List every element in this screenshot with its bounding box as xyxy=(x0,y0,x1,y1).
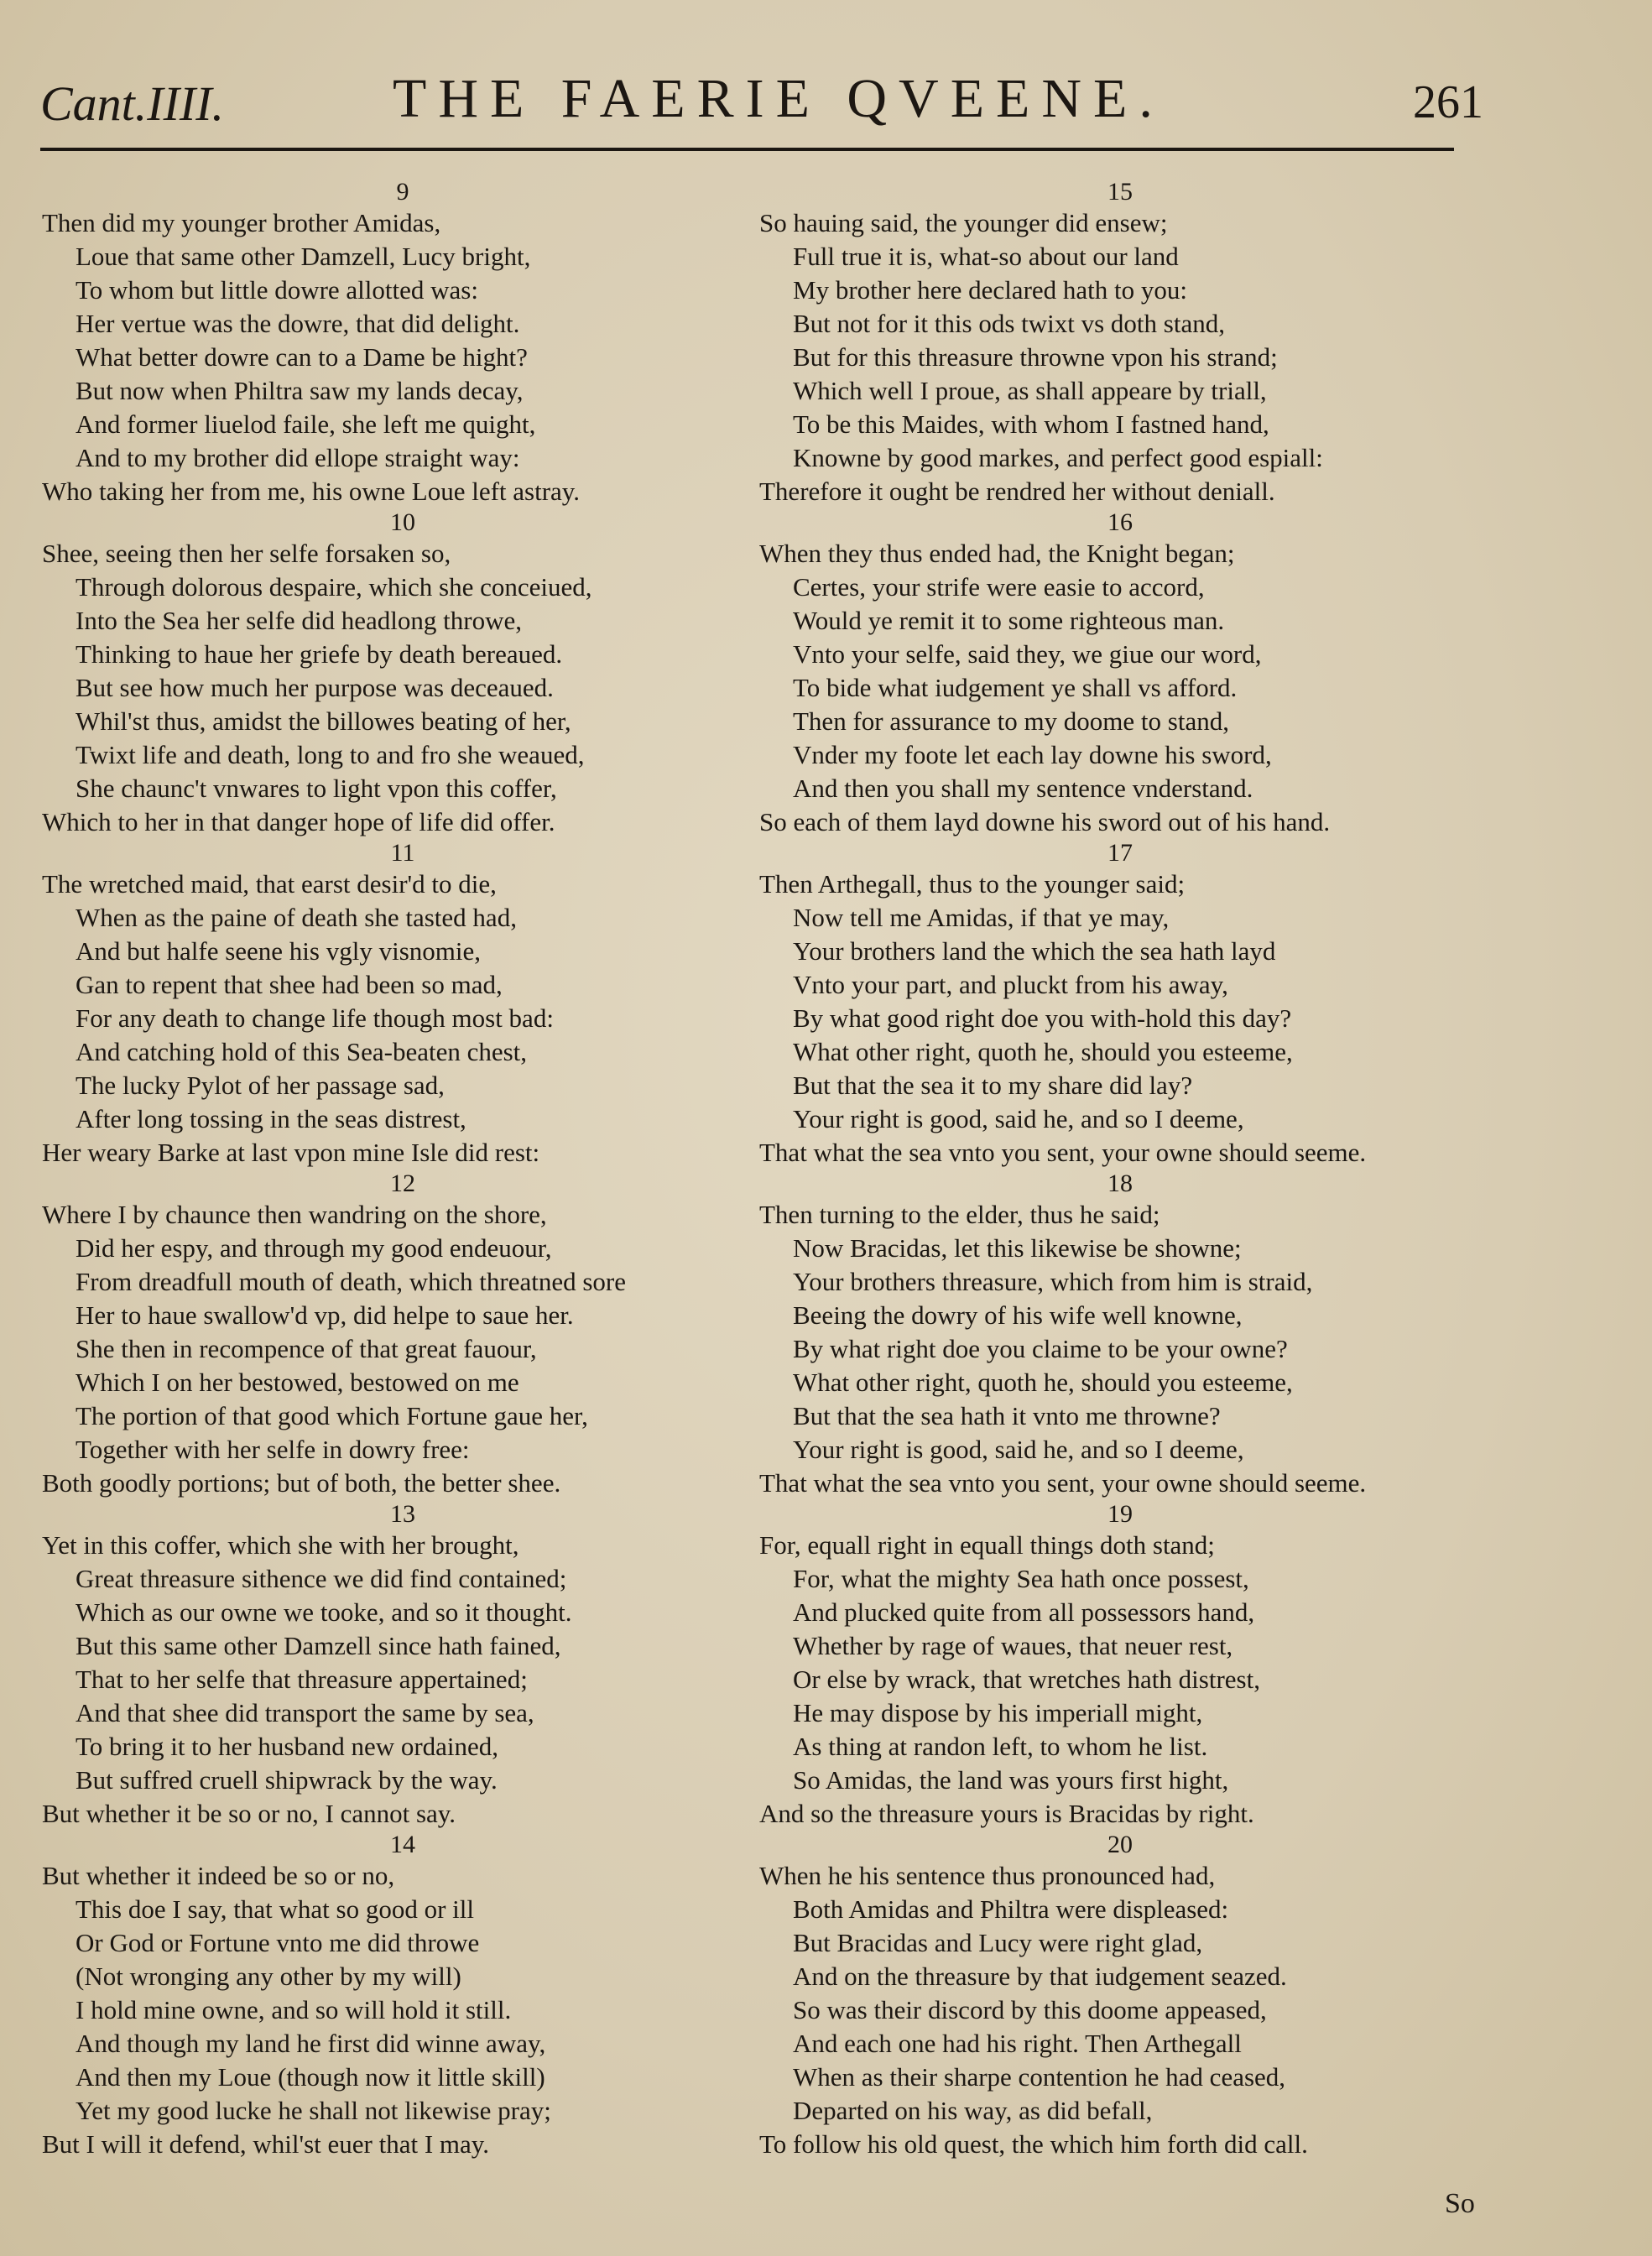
verse-line: Then turning to the elder, thus he said; xyxy=(759,1200,1160,1229)
verse-line: Then did my younger brother Amidas, xyxy=(42,208,441,237)
verse-line: When as the paine of death she tasted had, xyxy=(76,903,517,932)
verse-line: But suffred cruell shipwrack by the way. xyxy=(76,1765,498,1795)
stanza-number: 9 xyxy=(396,178,409,206)
verse-line: Loue that same other Damzell, Lucy bright, xyxy=(76,242,531,271)
verse-line: What other right, quoth he, should you esteeme, xyxy=(793,1037,1293,1066)
verse-line: Vnto your selfe, said they, we giue our word, xyxy=(793,639,1262,669)
verse-line: He may dispose by his imperiall might, xyxy=(793,1698,1203,1727)
verse-line: And on the threasure by that iudgement seazed. xyxy=(793,1962,1287,1991)
verse-line: Both goodly portions; but of both, the better shee. xyxy=(42,1468,561,1498)
verse-line: Now Bracidas, let this likewise be showne; xyxy=(793,1233,1242,1263)
verse-line: But see how much her purpose was deceaued. xyxy=(76,673,554,702)
stanza-number: 10 xyxy=(390,508,415,536)
verse-line: So each of them layd downe his sword out of his hand. xyxy=(759,807,1331,836)
verse-line: From dreadfull mouth of death, which threatned sore xyxy=(76,1267,626,1296)
verse-line: Through dolorous despaire, which she conceiued, xyxy=(76,572,592,602)
verse-line: And former liuelod faile, she left me quight, xyxy=(76,409,536,439)
verse-line: This doe I say, that what so good or ill xyxy=(76,1894,474,1924)
verse-line: Twixt life and death, long to and fro she weaued, xyxy=(76,740,585,769)
right-column xyxy=(759,178,1481,2161)
verse-line: But whether it be so or no, I cannot say. xyxy=(42,1799,456,1828)
verse-line: That to her selfe that threasure appertained; xyxy=(76,1665,528,1694)
verse-line: Gan to repent that shee had been so mad, xyxy=(76,970,503,999)
stanza-number: 20 xyxy=(1107,1831,1133,1858)
verse-line: Her to haue swallow'd vp, did helpe to saue her. xyxy=(76,1300,574,1330)
verse-line: After long tossing in the seas distrest, xyxy=(76,1104,466,1133)
verse-line: When he his sentence thus pronounced had, xyxy=(759,1861,1216,1890)
verse-line: Therefore it ought be rendred her without deniall. xyxy=(759,477,1275,506)
stanza-number: 16 xyxy=(1107,508,1133,536)
verse-line: But whether it indeed be so or no, xyxy=(42,1861,395,1890)
verse-line: Yet my good lucke he shall not likewise pray; xyxy=(76,2096,551,2125)
verse-line: But now when Philtra saw my lands decay, xyxy=(76,376,524,405)
verse-line: To bring it to her husband new ordained, xyxy=(76,1732,499,1761)
verse-line: And catching hold of this Sea-beaten chest, xyxy=(76,1037,528,1066)
verse-line: Full true it is, what-so about our land xyxy=(793,242,1179,271)
verse-line: And though my land he first did winne away, xyxy=(76,2029,546,2058)
verse-line: Great threasure sithence we did find contained; xyxy=(76,1564,567,1593)
header-rule xyxy=(40,148,1454,151)
stanza-number: 12 xyxy=(390,1170,415,1197)
verse-line: (Not wronging any other by my will) xyxy=(76,1962,461,1991)
stanza-number: 19 xyxy=(1107,1500,1133,1528)
verse-line: Vnto your part, and pluckt from his away, xyxy=(793,970,1228,999)
verse-line: The portion of that good which Fortune gaue her, xyxy=(76,1401,588,1430)
verse-line: Thinking to haue her griefe by death bereaued. xyxy=(76,639,563,669)
verse-line: Knowne by good markes, and perfect good espiall: xyxy=(793,443,1323,472)
verse-line: Her weary Barke at last vpon mine Isle did rest: xyxy=(42,1138,540,1167)
verse-line: And that shee did transport the same by sea, xyxy=(76,1698,534,1727)
verse-line: Yet in this coffer, which she with her brought, xyxy=(42,1530,519,1560)
verse-line: As thing at randon left, to whom he list. xyxy=(793,1732,1208,1761)
verse-line: Which to her in that danger hope of life did offer. xyxy=(42,807,555,836)
verse-line: And plucked quite from all possessors hand, xyxy=(793,1597,1255,1627)
verse-line: To follow his old quest, the which him forth did call. xyxy=(759,2129,1308,2159)
verse-line: But I will it defend, whil'st euer that I may. xyxy=(42,2129,490,2159)
verse-line: But Bracidas and Lucy were right glad, xyxy=(793,1928,1203,1957)
verse-line: Whether by rage of waues, that neuer rest, xyxy=(793,1631,1233,1660)
verse-line: Did her espy, and through my good endeuour, xyxy=(76,1233,552,1263)
verse-line: Into the Sea her selfe did headlong throwe, xyxy=(76,606,522,635)
verse-line: Then Arthegall, thus to the younger said; xyxy=(759,869,1186,899)
verse-line: For, what the mighty Sea hath once possest, xyxy=(793,1564,1249,1593)
verse-line: Then for assurance to my doome to stand, xyxy=(793,706,1229,736)
verse-line: Certes, your strife were easie to accord, xyxy=(793,572,1205,602)
verse-line: My brother here declared hath to you: xyxy=(793,275,1187,305)
verse-line: And each one had his right. Then Arthegall xyxy=(793,2029,1242,2058)
verse-line: And but halfe seene his vgly visnomie, xyxy=(76,936,481,966)
verse-line: And then my Loue (though now it little skill) xyxy=(76,2062,545,2092)
verse-line: Both Amidas and Philtra were displeased: xyxy=(793,1894,1229,1924)
book-title: THE FAERIE QVEENE. xyxy=(393,68,1165,129)
verse-line: By what good right doe you with-hold this day? xyxy=(793,1003,1292,1033)
left-column xyxy=(42,178,763,2161)
verse-line: That what the sea vnto you sent, your owne should seeme. xyxy=(759,1468,1367,1498)
verse-line: Who taking her from me, his owne Loue left astray. xyxy=(42,477,581,506)
verse-line: Your right is good, said he, and so I deeme, xyxy=(793,1104,1244,1133)
stanza-number: 15 xyxy=(1107,178,1133,206)
verse-line: What better dowre can to a Dame be hight? xyxy=(76,342,528,372)
verse-line: Shee, seeing then her selfe forsaken so, xyxy=(42,539,451,568)
verse-line: Vnder my foote let each lay downe his sword, xyxy=(793,740,1272,769)
verse-line: For, equall right in equall things doth stand; xyxy=(759,1530,1215,1560)
verse-line: But for this threasure throwne vpon his strand; xyxy=(793,342,1278,372)
verse-line: Which I on her bestowed, bestowed on me xyxy=(76,1368,519,1397)
verse-line: I hold mine owne, and so will hold it still. xyxy=(76,1995,512,2024)
verse-line: Departed on his way, as did befall, xyxy=(793,2096,1153,2125)
running-head xyxy=(40,67,1483,143)
verse-line: But that the sea hath it vnto me throwne? xyxy=(793,1401,1221,1430)
verse-line: When as their sharpe contention he had ceased, xyxy=(793,2062,1286,2092)
verse-line: Would ye remit it to some righteous man. xyxy=(793,606,1225,635)
verse-line: Your right is good, said he, and so I deeme, xyxy=(793,1435,1244,1464)
verse-line: But this same other Damzell since hath fained, xyxy=(76,1631,561,1660)
verse-line: To whom but little dowre allotted was: xyxy=(76,275,478,305)
verse-line: Whil'st thus, amidst the billowes beating of her, xyxy=(76,706,571,736)
verse-line: The wretched maid, that earst desir'd to die, xyxy=(42,869,497,899)
verse-line: The lucky Pylot of her passage sad, xyxy=(76,1071,445,1100)
verse-line: So hauing said, the younger did ensew; xyxy=(759,208,1168,237)
stanza-number: 14 xyxy=(390,1831,415,1858)
verse-line: She chaunc't vnwares to light vpon this coffer, xyxy=(76,774,557,803)
verse-line: For any death to change life though most bad: xyxy=(76,1003,554,1033)
verse-line: But that the sea it to my share did lay? xyxy=(793,1071,1193,1100)
verse-line: Which well I proue, as shall appeare by triall, xyxy=(793,376,1267,405)
verse-line: Now tell me Amidas, if that ye may, xyxy=(793,903,1170,932)
verse-line: When they thus ended had, the Knight began; xyxy=(759,539,1235,568)
page-number: 261 xyxy=(1413,76,1483,128)
catchword: So xyxy=(1445,2188,1475,2219)
verse-line: Where I by chaunce then wandring on the shore, xyxy=(42,1200,547,1229)
verse-line: Or God or Fortune vnto me did throwe xyxy=(76,1928,480,1957)
verse-line: She then in recompence of that great fauour, xyxy=(76,1334,537,1363)
verse-line: Your brothers threasure, which from him is straid, xyxy=(793,1267,1313,1296)
stanza-number: 11 xyxy=(390,839,415,867)
verse-line: So was their discord by this doome appeased, xyxy=(793,1995,1267,2024)
verse-line: To bide what iudgement ye shall vs afford. xyxy=(793,673,1238,702)
verse-line: So Amidas, the land was yours first hight, xyxy=(793,1765,1229,1795)
verse-line: That what the sea vnto you sent, your owne should seeme. xyxy=(759,1138,1367,1167)
verse-line: Or else by wrack, that wretches hath distrest, xyxy=(793,1665,1260,1694)
verse-line: Which as our owne we tooke, and so it thought. xyxy=(76,1597,572,1627)
verse-line: Beeing the dowry of his wife well knowne, xyxy=(793,1300,1243,1330)
verse-line: But not for it this ods twixt vs doth stand, xyxy=(793,309,1225,338)
verse-line: And so the threasure yours is Bracidas by right. xyxy=(759,1799,1254,1828)
verse-line: By what right doe you claime to be your owne? xyxy=(793,1334,1288,1363)
stanza-number: 17 xyxy=(1107,839,1133,867)
verse-line: And to my brother did ellope straight way: xyxy=(76,443,520,472)
stanza-number: 13 xyxy=(390,1500,415,1528)
verse-line: Her vertue was the dowre, that did delight. xyxy=(76,309,520,338)
verse-line: What other right, quoth he, should you esteeme, xyxy=(793,1368,1293,1397)
verse-line: Your brothers land the which the sea hath layd xyxy=(793,936,1276,966)
verse-line: To be this Maides, with whom I fastned hand, xyxy=(793,409,1269,439)
canto-label: Cant.IIII. xyxy=(40,76,225,131)
stanza-number: 18 xyxy=(1107,1170,1133,1197)
verse-line: And then you shall my sentence vnderstand. xyxy=(793,774,1253,803)
verse-line: Together with her selfe in dowry free: xyxy=(76,1435,470,1464)
